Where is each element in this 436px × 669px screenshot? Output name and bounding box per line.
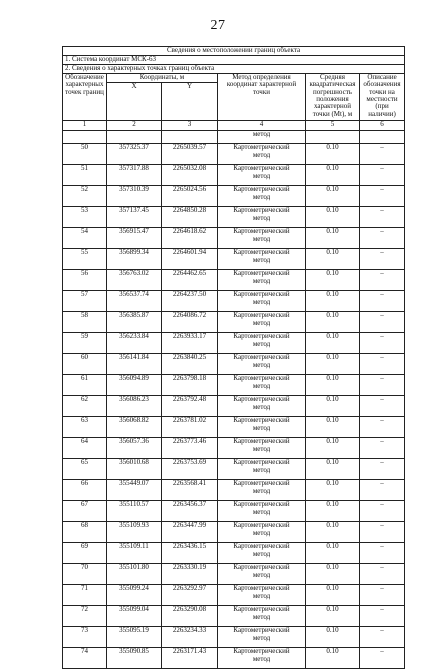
point-number: 65	[63, 459, 107, 480]
point-number: 60	[63, 354, 107, 375]
coord-y: 2263456.37	[162, 501, 218, 522]
method-line-1: Картометрический	[233, 353, 290, 361]
point-description: –	[360, 375, 405, 396]
characteristic-points-heading: 2. Сведения о характерных точках границ объекта	[63, 65, 405, 74]
point-number: 58	[63, 312, 107, 333]
coord-y: 2264618.62	[162, 228, 218, 249]
point-number: 61	[63, 375, 107, 396]
point-description: –	[360, 249, 405, 270]
method-line-2: метод	[252, 255, 271, 264]
method-line-1: Картометрический	[233, 332, 290, 340]
coord-y: 2263568.41	[162, 480, 218, 501]
column-number-row	[63, 121, 405, 131]
coordinate-system: 1. Система координат МСК-63	[63, 56, 405, 65]
point-number: 50	[63, 144, 107, 165]
coord-y: 2263840.25	[162, 354, 218, 375]
coord-y: 2263436.15	[162, 543, 218, 564]
column-number: 2	[107, 121, 162, 131]
coord-x: 357137.45	[107, 207, 162, 228]
coord-x: 355109.93	[107, 522, 162, 543]
method-line-2: метод	[252, 423, 271, 432]
point-number: 63	[63, 417, 107, 438]
table-row	[63, 417, 405, 438]
table-row	[63, 543, 405, 564]
method-line-1: Картометрический	[233, 542, 290, 550]
coord-y: 2263798.18	[162, 375, 218, 396]
method-line-1: Картометрический	[233, 521, 290, 529]
header-method: Метод определения координат характерной точки	[218, 74, 306, 121]
column-number: 3	[162, 121, 218, 131]
method-line-1: Картометрический	[233, 479, 290, 487]
coord-y: 2264850.28	[162, 207, 218, 228]
coord-x: 355099.24	[107, 585, 162, 606]
rms-error: 0.10	[306, 333, 360, 354]
method	[218, 165, 306, 186]
point-description: –	[360, 522, 405, 543]
rms-error: 0.10	[306, 207, 360, 228]
table-row	[63, 375, 405, 396]
method-line-2: метод	[252, 339, 271, 348]
table-row	[63, 606, 405, 627]
coord-x: 356537.74	[107, 291, 162, 312]
method-line-1: Картометрический	[233, 647, 290, 655]
table-row	[63, 165, 405, 186]
method	[218, 249, 306, 270]
coord-y: 2263234.33	[162, 627, 218, 648]
point-description: –	[360, 585, 405, 606]
method-line-2: метод	[252, 150, 271, 159]
coord-x: 356233.84	[107, 333, 162, 354]
coord-x: 355109.11	[107, 543, 162, 564]
method-line-1: Картометрический	[233, 185, 290, 193]
coord-x: 356086.23	[107, 396, 162, 417]
method	[218, 501, 306, 522]
rms-error: 0.10	[306, 564, 360, 585]
table-row	[63, 585, 405, 606]
coord-x: 355099.04	[107, 606, 162, 627]
point-description: –	[360, 354, 405, 375]
rms-error: 0.10	[306, 606, 360, 627]
point-description: –	[360, 564, 405, 585]
method-line-2: метод	[252, 318, 271, 327]
point-number: 66	[63, 480, 107, 501]
coord-y: 2264601.94	[162, 249, 218, 270]
rms-error: 0.10	[306, 396, 360, 417]
table-row	[63, 207, 405, 228]
method-line-2: метод	[252, 171, 271, 180]
coord-y: 2263773.46	[162, 438, 218, 459]
coord-y: 2265024.56	[162, 186, 218, 207]
table-row	[63, 249, 405, 270]
point-number: 71	[63, 585, 107, 606]
method	[218, 228, 306, 249]
method-line-2: метод	[252, 612, 271, 621]
method	[218, 396, 306, 417]
table-row	[63, 522, 405, 543]
method	[218, 627, 306, 648]
page-number: 27	[210, 18, 226, 33]
rms-error: 0.10	[306, 291, 360, 312]
point-description: –	[360, 270, 405, 291]
point-number: 68	[63, 522, 107, 543]
continuation-method: метод	[218, 131, 306, 144]
method-line-2: метод	[252, 444, 271, 453]
column-number: 1	[63, 121, 107, 131]
point-number: 64	[63, 438, 107, 459]
point-number: 56	[63, 270, 107, 291]
continuation-row	[63, 131, 405, 144]
method-line-2: метод	[252, 465, 271, 474]
method-line-1: Картометрический	[233, 164, 290, 172]
point-number: 54	[63, 228, 107, 249]
coord-x: 356915.47	[107, 228, 162, 249]
rms-error: 0.10	[306, 270, 360, 291]
coord-y: 2264462.65	[162, 270, 218, 291]
point-description: –	[360, 627, 405, 648]
table-row	[63, 564, 405, 585]
method-line-1: Картометрический	[233, 248, 290, 256]
method	[218, 438, 306, 459]
method-line-2: метод	[252, 654, 271, 663]
coord-x: 356763.02	[107, 270, 162, 291]
method	[218, 543, 306, 564]
header-x: X	[107, 83, 162, 121]
method-line-1: Картометрический	[233, 605, 290, 613]
method	[218, 207, 306, 228]
method-line-1: Картометрический	[233, 500, 290, 508]
point-description: –	[360, 165, 405, 186]
column-number: 6	[360, 121, 405, 131]
table-row	[63, 144, 405, 165]
column-number: 5	[306, 121, 360, 131]
coord-y: 2263290.08	[162, 606, 218, 627]
method-line-1: Картометрический	[233, 311, 290, 319]
method	[218, 585, 306, 606]
coord-x: 357325.37	[107, 144, 162, 165]
method	[218, 333, 306, 354]
method	[218, 186, 306, 207]
coord-x: 355449.07	[107, 480, 162, 501]
point-number: 62	[63, 396, 107, 417]
point-description: –	[360, 396, 405, 417]
method-line-2: метод	[252, 528, 271, 537]
method	[218, 480, 306, 501]
method	[218, 270, 306, 291]
coord-x: 356094.89	[107, 375, 162, 396]
method-line-1: Картометрический	[233, 437, 290, 445]
method-line-2: метод	[252, 402, 271, 411]
rms-error: 0.10	[306, 249, 360, 270]
point-number: 52	[63, 186, 107, 207]
coord-y: 2263753.69	[162, 459, 218, 480]
point-description: –	[360, 480, 405, 501]
point-number: 70	[63, 564, 107, 585]
section-title: Сведения о местоположении границ объекта	[63, 47, 405, 56]
point-number: 57	[63, 291, 107, 312]
header-description: Описание обозначения точки на местности (при наличии)	[360, 74, 405, 121]
rms-error: 0.10	[306, 522, 360, 543]
table-row	[63, 396, 405, 417]
method-line-1: Картометрический	[233, 416, 290, 424]
point-description: –	[360, 186, 405, 207]
point-number: 74	[63, 648, 107, 669]
method	[218, 375, 306, 396]
method-line-1: Картометрический	[233, 374, 290, 382]
method	[218, 606, 306, 627]
rms-error: 0.10	[306, 375, 360, 396]
method-line-2: метод	[252, 360, 271, 369]
coord-y: 2263447.99	[162, 522, 218, 543]
method-line-1: Картометрический	[233, 626, 290, 634]
coord-x: 356385.87	[107, 312, 162, 333]
rms-error: 0.10	[306, 627, 360, 648]
method	[218, 144, 306, 165]
method-line-1: Картометрический	[233, 563, 290, 571]
table-row	[63, 438, 405, 459]
coord-y: 2263292.97	[162, 585, 218, 606]
coord-x: 356057.36	[107, 438, 162, 459]
method-line-2: метод	[252, 234, 271, 243]
point-description: –	[360, 543, 405, 564]
point-description: –	[360, 417, 405, 438]
table-row	[63, 312, 405, 333]
method	[218, 312, 306, 333]
point-number: 72	[63, 606, 107, 627]
method-line-1: Картометрический	[233, 227, 290, 235]
point-description: –	[360, 606, 405, 627]
table-row	[63, 228, 405, 249]
coord-y: 2263171.43	[162, 648, 218, 669]
method-line-1: Картометрический	[233, 584, 290, 592]
rms-error: 0.10	[306, 585, 360, 606]
header-designation: Обозначение характерных точек границ	[63, 74, 107, 121]
table-row	[63, 648, 405, 669]
coord-x: 356010.68	[107, 459, 162, 480]
rms-error: 0.10	[306, 648, 360, 669]
coord-y: 2265032.08	[162, 165, 218, 186]
method-line-2: метод	[252, 192, 271, 201]
point-description: –	[360, 144, 405, 165]
header-rms-error: Средняя квадратическая погрешность положения характерной точки (Mt), м	[306, 74, 360, 121]
rms-error: 0.10	[306, 354, 360, 375]
boundary-points-table	[62, 46, 405, 669]
rms-error: 0.10	[306, 312, 360, 333]
header-coordinates: Координаты, м	[107, 74, 218, 83]
coord-x: 356068.82	[107, 417, 162, 438]
method-line-1: Картометрический	[233, 395, 290, 403]
method	[218, 564, 306, 585]
coord-x: 356141.84	[107, 354, 162, 375]
method-line-2: метод	[252, 381, 271, 390]
method	[218, 354, 306, 375]
coord-y: 2263933.17	[162, 333, 218, 354]
coord-y: 2263792.48	[162, 396, 218, 417]
point-description: –	[360, 438, 405, 459]
method-line-2: метод	[252, 297, 271, 306]
method-line-2: метод	[252, 549, 271, 558]
rms-error: 0.10	[306, 459, 360, 480]
table-row	[63, 186, 405, 207]
method	[218, 291, 306, 312]
method-line-1: Картометрический	[233, 143, 290, 151]
coord-y: 2264237.50	[162, 291, 218, 312]
method	[218, 417, 306, 438]
table-row	[63, 270, 405, 291]
coord-x: 356899.34	[107, 249, 162, 270]
point-description: –	[360, 207, 405, 228]
method-line-2: метод	[252, 276, 271, 285]
point-number: 67	[63, 501, 107, 522]
table-row	[63, 480, 405, 501]
coord-x: 355090.85	[107, 648, 162, 669]
rms-error: 0.10	[306, 501, 360, 522]
table-row	[63, 501, 405, 522]
method	[218, 459, 306, 480]
method	[218, 522, 306, 543]
coord-x: 355101.80	[107, 564, 162, 585]
column-number: 4	[218, 121, 306, 131]
point-number: 53	[63, 207, 107, 228]
point-description: –	[360, 459, 405, 480]
point-description: –	[360, 648, 405, 669]
method-line-1: Картометрический	[233, 290, 290, 298]
coord-y: 2265039.57	[162, 144, 218, 165]
table-row	[63, 333, 405, 354]
coord-y: 2264086.72	[162, 312, 218, 333]
point-number: 55	[63, 249, 107, 270]
table-row	[63, 459, 405, 480]
point-number: 73	[63, 627, 107, 648]
method-line-2: метод	[252, 213, 271, 222]
coord-x: 357317.88	[107, 165, 162, 186]
rms-error: 0.10	[306, 186, 360, 207]
method-line-2: метод	[252, 633, 271, 642]
method-line-1: Картометрический	[233, 458, 290, 466]
method-line-1: Картометрический	[233, 269, 290, 277]
point-description: –	[360, 291, 405, 312]
point-description: –	[360, 501, 405, 522]
point-number: 59	[63, 333, 107, 354]
table-row	[63, 354, 405, 375]
point-description: –	[360, 228, 405, 249]
rms-error: 0.10	[306, 417, 360, 438]
rms-error: 0.10	[306, 165, 360, 186]
table-row	[63, 627, 405, 648]
rms-error: 0.10	[306, 144, 360, 165]
method-line-2: метод	[252, 486, 271, 495]
method-line-2: метод	[252, 570, 271, 579]
method	[218, 648, 306, 669]
header-y: Y	[162, 83, 218, 121]
rms-error: 0.10	[306, 228, 360, 249]
point-description: –	[360, 312, 405, 333]
rms-error: 0.10	[306, 480, 360, 501]
coord-x: 357310.39	[107, 186, 162, 207]
method-line-2: метод	[252, 591, 271, 600]
method-line-2: метод	[252, 507, 271, 516]
rms-error: 0.10	[306, 543, 360, 564]
point-number: 69	[63, 543, 107, 564]
coord-y: 2263330.19	[162, 564, 218, 585]
table-row	[63, 291, 405, 312]
point-number: 51	[63, 165, 107, 186]
rms-error: 0.10	[306, 438, 360, 459]
point-description: –	[360, 333, 405, 354]
coord-y: 2263781.02	[162, 417, 218, 438]
coord-x: 355095.19	[107, 627, 162, 648]
coord-x: 355110.57	[107, 501, 162, 522]
method-line-1: Картометрический	[233, 206, 290, 214]
